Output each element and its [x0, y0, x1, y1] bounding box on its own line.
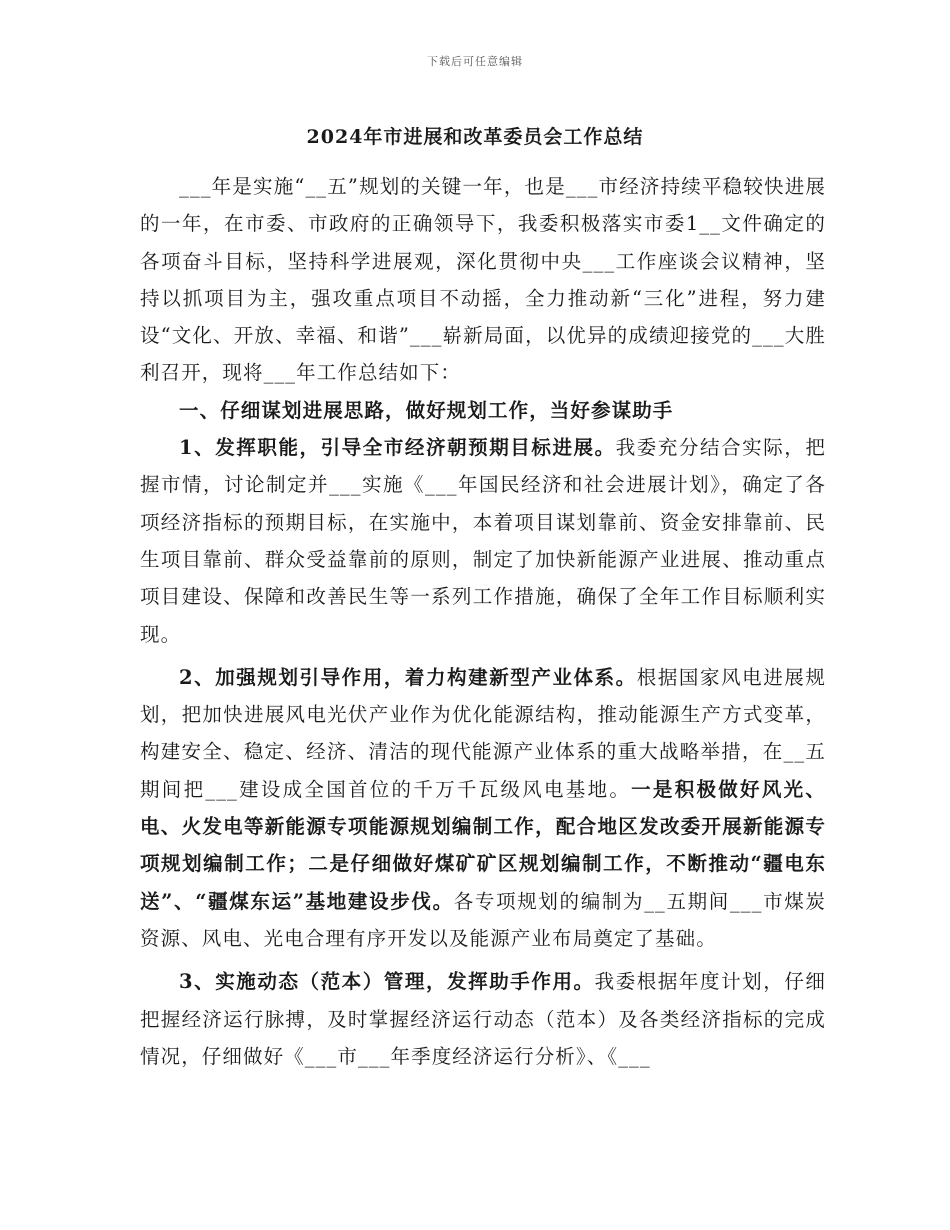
item-3-lead: 3、实施动态（范本）管理，发挥助手作用。	[179, 970, 595, 994]
document-body	[140, 168, 826, 1075]
item-2-paragraph	[140, 659, 826, 957]
item-2-text: 根据国家风电进展规划，把加快进展风电光伏产业作为优化能源结构，推动能源生产方式变革，构建安全、稳定、经济、清洁的现代能源产业体系的重大战略举措，在__五期间把___建设成全国首位的千万千瓦级风电基地。	[140, 665, 826, 801]
item-3-paragraph	[140, 963, 826, 1075]
item-1-lead: 1、发挥职能，引导全市经济朝预期目标进展。	[179, 436, 616, 460]
item-2-emphasis: 一是积极做好风光、电、火发电等新能源专项能源规划编制工作，配合地区发改委开展新能源专项规划编制工作；二是仔细做好煤矿矿区规划编制工作，不断推动“疆电东送”、“疆煤东运”基地建设步伐。	[140, 777, 826, 913]
header-note: 下载后可任意编辑	[427, 55, 523, 68]
item-2-lead: 2、加强规划引导作用，着力构建新型产业体系。	[179, 665, 637, 689]
item-1-paragraph	[140, 429, 826, 653]
item-2-text-2: 各专项规划的编制为__五期间___市煤炭资源、风电、光电合理有序开发以及能源产业布局奠定了基础。	[140, 889, 826, 950]
section-heading-1: 一、仔细谋划进展思路，做好规划工作，当好参谋助手	[179, 398, 674, 422]
document-title: 2024年市进展和改革委员会工作总结	[306, 126, 644, 148]
intro-paragraph: ___年是实施“__五”规划的关键一年，也是___市经济持续平稳较快进展的一年，在市委、市政府的正确领导下，我委积极落实市委1__文件确定的各项奋斗目标，坚持科学进展观，深化贯彻中央___工作座谈会议精神，坚持以抓项目为主，强攻重点项目不动摇，全力推动新“三化”进程，努力建设“文化、开放、幸福、和谐”___崭新局面，以优异的成绩迎接党的___大胜利召开，现将___年工作总结如下：	[140, 175, 826, 385]
item-1-text: 我委充分结合实际，把握市情，讨论制定并___实施《___年国民经济和社会进展计划》，确定了各项经济指标的预期目标，在实施中，本着项目谋划靠前、资金安排靠前、民生项目靠前、群众受益靠前的原则，制定了加快新能源产业进展、推动重点项目建设、保障和改善民生等一系列工作措施，确保了全年工作目标顺利实现。	[140, 436, 826, 646]
item-3-text: 我委根据年度计划，仔细把握经济运行脉搏，及时掌握经济运行动态（范本）及各类经济指标的完成情况，仔细做好《___市___年季度经济运行分析》、《___	[140, 970, 826, 1068]
